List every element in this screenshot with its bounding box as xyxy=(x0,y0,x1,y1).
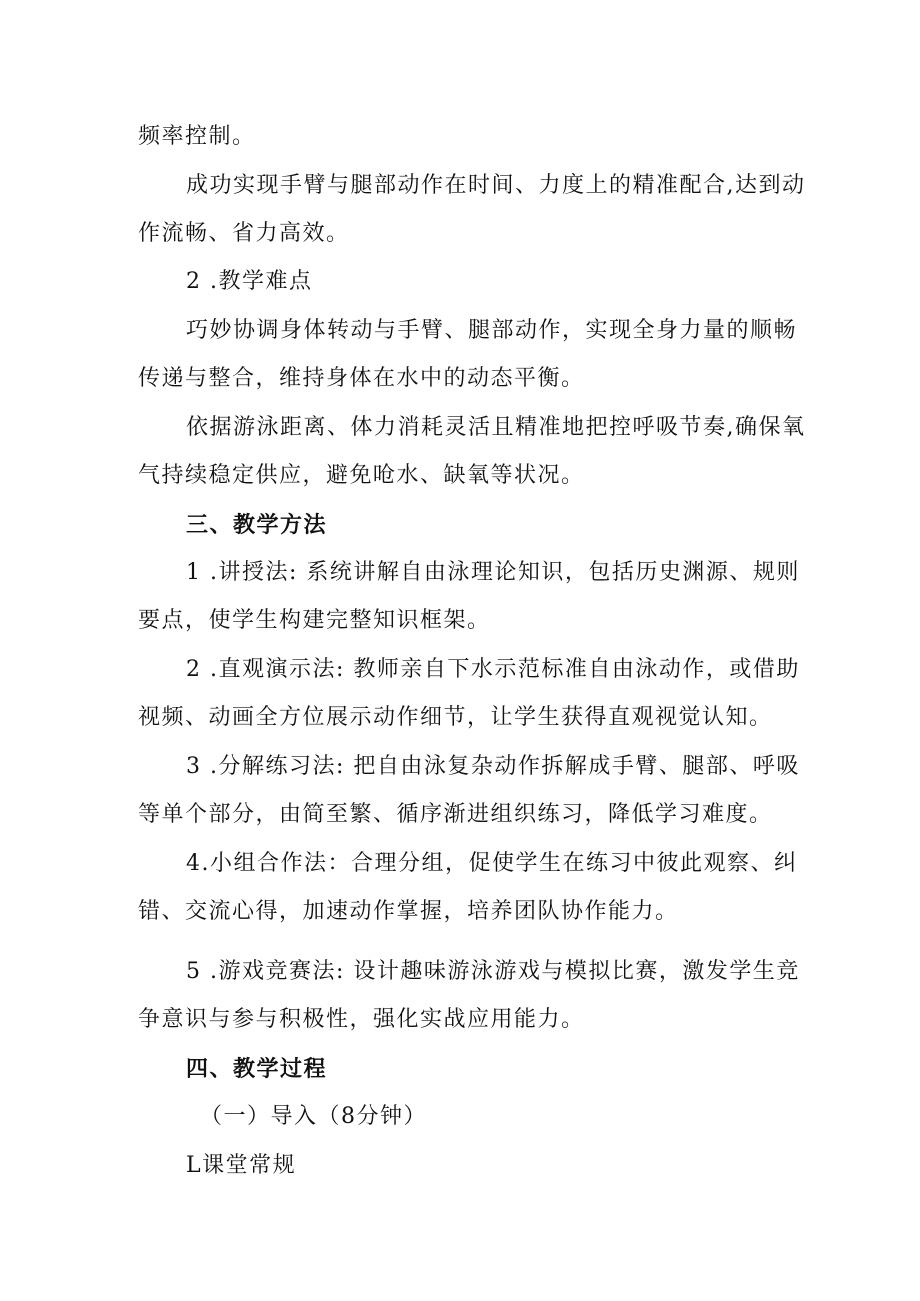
subsection-heading: （一）导入（8分钟） xyxy=(200,1104,427,1129)
list-item-line: 要点，使学生构建完整知识框架。 xyxy=(138,608,491,633)
body-text-line: 传递与整合，维持身体在水中的动态平衡。 xyxy=(138,366,585,391)
section-heading: 四、教学过程 xyxy=(186,1056,328,1082)
list-item-line: 2 .直观演示法: 教师亲自下水示范标准自由泳动作，或借助 xyxy=(186,657,800,682)
list-item-line: 争意识与参与积极性，强化实战应用能力。 xyxy=(138,1007,585,1032)
list-item-line: 视频、动画全方位展示动作细节，让学生获得直观视觉认知。 xyxy=(138,705,773,730)
section-heading: 三、教学方法 xyxy=(186,512,328,538)
list-item-line: 4.小组合作法：合理分组，促使学生在练习中彼此观察、纠 xyxy=(186,851,798,876)
list-item-line: 错、交流心得，加速动作掌握，培养团队协作能力。 xyxy=(138,899,679,924)
body-text-line: 气持续稳定供应，避免呛水、缺氧等状况。 xyxy=(138,463,585,488)
list-item-line: 5 .游戏竞赛法: 设计趣味游泳游戏与模拟比赛，激发学生竞 xyxy=(186,959,800,984)
body-text-line: 巧妙协调身体转动与手臂、腿部动作，实现全身力量的顺畅 xyxy=(186,318,798,343)
body-text-line: 依据游泳距离、体力消耗灵活且精准地把控呼吸节奏,确保氧 xyxy=(186,415,806,440)
body-text-line: 频率控制。 xyxy=(138,124,256,149)
body-text-line: 成功实现手臂与腿部动作在时间、力度上的精准配合,达到动 xyxy=(186,173,806,198)
body-text-line: 作流畅、省力高效。 xyxy=(138,221,350,246)
list-item-line: 等单个部分，由简至繁、循序渐进组织练习，降低学习难度。 xyxy=(138,802,773,827)
subsection-heading: 2 .教学难点 xyxy=(186,269,313,294)
list-item-line: 3 .分解练习法: 把自由泳复杂动作拆解成手臂、腿部、呼吸 xyxy=(186,754,800,779)
list-item-line: 1 .讲授法: 系统讲解自由泳理论知识，包括历史渊源、规则 xyxy=(186,560,800,585)
subsection-heading: L课堂常规 xyxy=(186,1153,297,1178)
